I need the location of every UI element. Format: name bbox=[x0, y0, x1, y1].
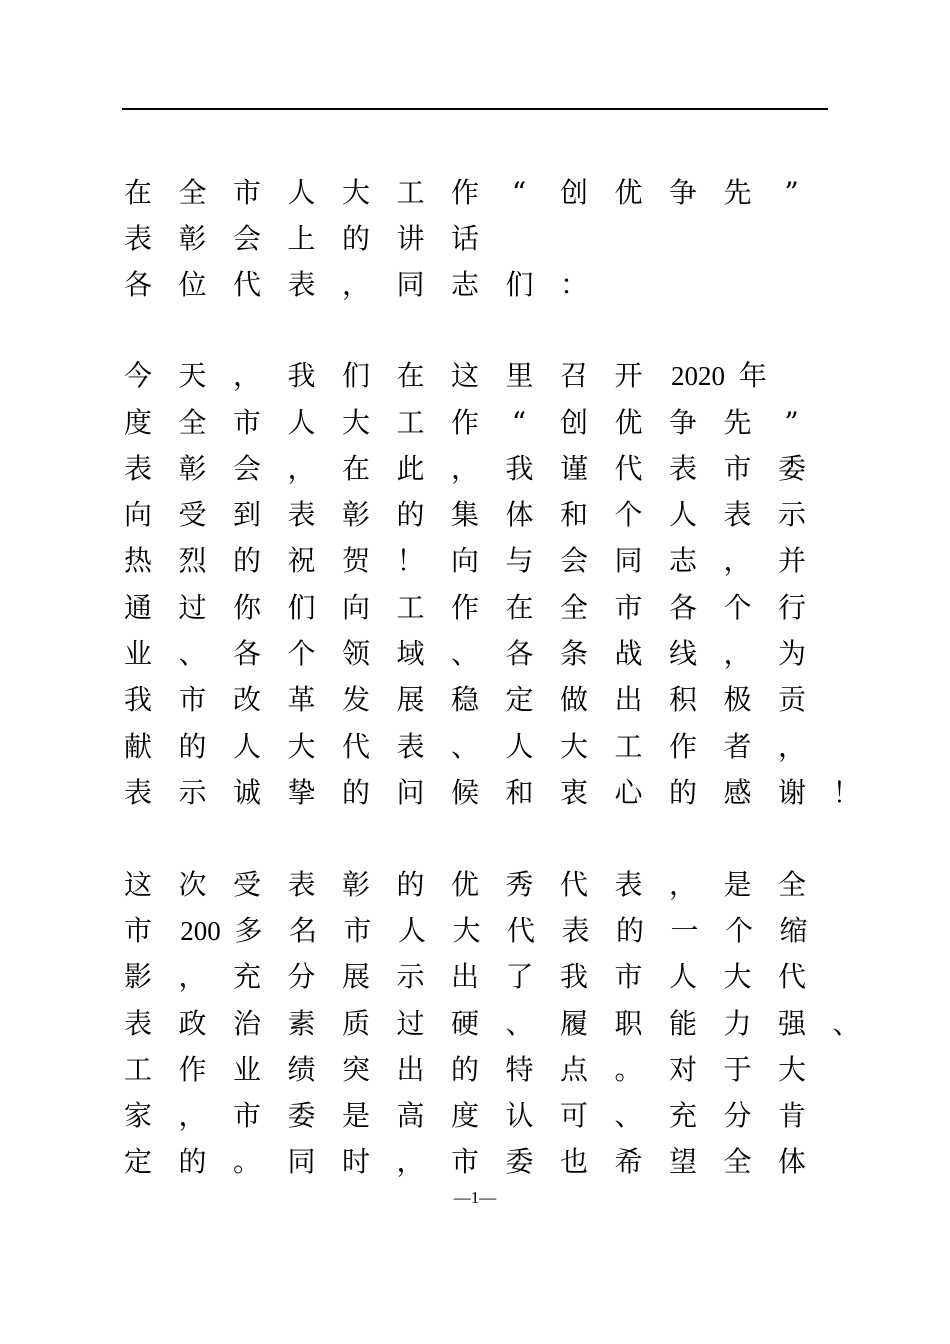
glyph: 各 bbox=[669, 591, 698, 624]
glyph: 作 bbox=[451, 406, 480, 439]
glyph: 可 bbox=[560, 1099, 589, 1132]
glyph: 开 bbox=[614, 359, 643, 392]
glyph: 过 bbox=[396, 1007, 425, 1040]
salutation bbox=[124, 262, 844, 308]
glyph: 各 bbox=[233, 637, 262, 670]
glyph: 200 bbox=[180, 916, 221, 946]
glyph: 肯 bbox=[778, 1099, 807, 1132]
glyph: 市 bbox=[723, 452, 752, 485]
glyph: 。 bbox=[233, 1145, 262, 1178]
glyph: 也 bbox=[560, 1145, 589, 1178]
glyph: 时 bbox=[342, 1145, 371, 1178]
glyph: 委 bbox=[287, 1099, 316, 1132]
glyph: 彰 bbox=[178, 452, 207, 485]
glyph: 是 bbox=[342, 1099, 371, 1132]
glyph: 一 bbox=[670, 914, 699, 947]
glyph: 同 bbox=[287, 1145, 316, 1178]
glyph: 政 bbox=[178, 1007, 207, 1040]
glyph: 发 bbox=[342, 683, 371, 716]
glyph: 工 bbox=[396, 591, 425, 624]
glyph: 稳 bbox=[451, 683, 480, 716]
glyph: 名 bbox=[289, 914, 318, 947]
glyph: 代 bbox=[560, 868, 589, 901]
glyph: 人 bbox=[287, 406, 316, 439]
glyph: 代 bbox=[507, 914, 536, 947]
glyph: 人 bbox=[669, 960, 698, 993]
glyph: 代 bbox=[778, 960, 807, 993]
glyph: 出 bbox=[451, 960, 480, 993]
paragraph-1-line bbox=[124, 446, 844, 492]
paragraph-1-line bbox=[124, 724, 844, 770]
glyph: “ bbox=[511, 406, 527, 439]
glyph: 作 bbox=[451, 591, 480, 624]
glyph: 的 bbox=[233, 544, 262, 577]
glyph: 点 bbox=[560, 1053, 589, 1086]
glyph: 感 bbox=[723, 776, 752, 809]
glyph: 我 bbox=[124, 683, 153, 716]
glyph: 业 bbox=[233, 1053, 262, 1086]
glyph: 治 bbox=[233, 1007, 262, 1040]
glyph: 在 bbox=[396, 359, 425, 392]
title-line-1 bbox=[124, 170, 844, 216]
glyph: 市 bbox=[178, 683, 207, 716]
glyph: 素 bbox=[287, 1007, 316, 1040]
glyph: 候 bbox=[451, 776, 480, 809]
glyph: 的 bbox=[451, 1053, 480, 1086]
glyph: 域 bbox=[396, 637, 425, 670]
glyph: 市 bbox=[124, 914, 153, 947]
glyph: 突 bbox=[342, 1053, 371, 1086]
glyph: 委 bbox=[505, 1145, 534, 1178]
glyph: 出 bbox=[614, 683, 643, 716]
glyph: 表 bbox=[124, 776, 153, 809]
paragraph-1-line bbox=[124, 677, 844, 723]
glyph: 在 bbox=[124, 176, 153, 209]
glyph: 表 bbox=[287, 268, 316, 301]
glyph: 。 bbox=[614, 1053, 643, 1086]
glyph: 问 bbox=[396, 776, 425, 809]
glyph: 志 bbox=[669, 544, 698, 577]
glyph: 在 bbox=[342, 452, 371, 485]
glyph: 代 bbox=[233, 268, 262, 301]
glyph: 会 bbox=[560, 544, 589, 577]
glyph: 并 bbox=[778, 544, 807, 577]
glyph: 秀 bbox=[505, 868, 534, 901]
glyph: 和 bbox=[560, 498, 589, 531]
glyph: 了 bbox=[505, 960, 534, 993]
glyph: 定 bbox=[505, 683, 534, 716]
glyph: 度 bbox=[451, 1099, 480, 1132]
glyph: 对 bbox=[669, 1053, 698, 1086]
glyph: 人 bbox=[398, 914, 427, 947]
glyph: 认 bbox=[505, 1099, 534, 1132]
glyph: 革 bbox=[287, 683, 316, 716]
glyph: 此 bbox=[396, 452, 425, 485]
glyph: 示 bbox=[778, 498, 807, 531]
glyph: 贡 bbox=[778, 683, 807, 716]
glyph: ， bbox=[178, 1099, 207, 1132]
glyph: 、 bbox=[178, 637, 207, 670]
glyph: 表 bbox=[287, 868, 316, 901]
glyph: 的 bbox=[178, 1145, 207, 1178]
glyph: 市 bbox=[614, 960, 643, 993]
glyph: ， bbox=[778, 730, 807, 763]
glyph: ” bbox=[784, 176, 799, 209]
glyph: 质 bbox=[342, 1007, 371, 1040]
paragraph-1-line bbox=[124, 585, 844, 631]
glyph: ， bbox=[723, 637, 752, 670]
glyph: 充 bbox=[669, 1099, 698, 1132]
glyph: 工 bbox=[614, 730, 643, 763]
glyph: 受 bbox=[233, 868, 262, 901]
glyph: 彰 bbox=[178, 222, 207, 255]
glyph: 人 bbox=[287, 176, 316, 209]
glyph: 分 bbox=[287, 960, 316, 993]
glyph: 高 bbox=[396, 1099, 425, 1132]
glyph: 召 bbox=[560, 359, 589, 392]
glyph: 献 bbox=[124, 730, 153, 763]
glyph: 表 bbox=[396, 730, 425, 763]
glyph: 优 bbox=[614, 176, 643, 209]
glyph: 过 bbox=[178, 591, 207, 624]
glyph: ， bbox=[342, 268, 371, 301]
glyph: 次 bbox=[178, 868, 207, 901]
glyph: 同 bbox=[396, 268, 425, 301]
paragraph-2-line bbox=[124, 1139, 844, 1185]
glyph: 各 bbox=[124, 268, 153, 301]
glyph: 优 bbox=[451, 868, 480, 901]
paragraph-2-line bbox=[124, 1047, 844, 1093]
glyph: 人 bbox=[233, 730, 262, 763]
glyph: 委 bbox=[778, 452, 807, 485]
glyph: 改 bbox=[233, 683, 262, 716]
glyph: 定 bbox=[124, 1145, 153, 1178]
glyph: 同 bbox=[614, 544, 643, 577]
glyph: 特 bbox=[505, 1053, 534, 1086]
glyph: 分 bbox=[723, 1099, 752, 1132]
glyph: 挚 bbox=[287, 776, 316, 809]
glyph: 和 bbox=[505, 776, 534, 809]
glyph: 示 bbox=[178, 776, 207, 809]
glyph: 诚 bbox=[233, 776, 262, 809]
glyph: ， bbox=[723, 544, 752, 577]
glyph: 是 bbox=[723, 868, 752, 901]
glyph: 的 bbox=[616, 914, 645, 947]
glyph: 领 bbox=[342, 637, 371, 670]
glyph: 们 bbox=[505, 268, 534, 301]
glyph: 业 bbox=[124, 637, 153, 670]
glyph: 市 bbox=[233, 406, 262, 439]
glyph: 的 bbox=[669, 776, 698, 809]
glyph: 大 bbox=[287, 730, 316, 763]
glyph: 创 bbox=[560, 176, 589, 209]
paragraph-2-line bbox=[124, 862, 844, 908]
paragraph-1-line bbox=[124, 400, 844, 446]
glyph: 行 bbox=[778, 591, 807, 624]
glyph: 先 bbox=[723, 406, 752, 439]
glyph: ！ bbox=[396, 544, 425, 577]
glyph: 表 bbox=[124, 222, 153, 255]
glyph: 强 bbox=[778, 1007, 807, 1040]
paragraph-1-line bbox=[124, 770, 861, 816]
glyph: 人 bbox=[505, 730, 534, 763]
glyph: 硬 bbox=[451, 1007, 480, 1040]
glyph: 展 bbox=[396, 683, 425, 716]
glyph: 作 bbox=[451, 176, 480, 209]
glyph: 表 bbox=[287, 498, 316, 531]
glyph: 度 bbox=[124, 406, 153, 439]
glyph: 市 bbox=[233, 176, 262, 209]
glyph: 积 bbox=[669, 683, 698, 716]
glyph: 我 bbox=[287, 359, 316, 392]
glyph: 讲 bbox=[396, 222, 425, 255]
glyph: 履 bbox=[560, 1007, 589, 1040]
glyph: ， bbox=[178, 960, 207, 993]
glyph: 2020 bbox=[671, 361, 725, 391]
glyph: 志 bbox=[451, 268, 480, 301]
glyph: ， bbox=[233, 359, 262, 392]
glyph: 心 bbox=[614, 776, 643, 809]
glyph: 话 bbox=[451, 222, 480, 255]
glyph: 做 bbox=[560, 683, 589, 716]
glyph: 天 bbox=[178, 359, 207, 392]
glyph: 大 bbox=[452, 914, 481, 947]
glyph: 的 bbox=[396, 498, 425, 531]
glyph: 体 bbox=[778, 1145, 807, 1178]
page-number: —1— bbox=[453, 1188, 497, 1207]
glyph: 工 bbox=[396, 406, 425, 439]
glyph: 表 bbox=[723, 498, 752, 531]
glyph: 表 bbox=[561, 914, 590, 947]
glyph: 全 bbox=[778, 868, 807, 901]
glyph: 先 bbox=[723, 176, 752, 209]
glyph: 个 bbox=[723, 591, 752, 624]
glyph: 个 bbox=[287, 637, 316, 670]
paragraph-2-line bbox=[124, 1093, 844, 1139]
glyph: 示 bbox=[396, 960, 425, 993]
paragraph-1-line bbox=[124, 353, 844, 399]
glyph: ， bbox=[669, 868, 698, 901]
glyph: 向 bbox=[124, 498, 153, 531]
glyph: 多 bbox=[234, 914, 263, 947]
glyph: ” bbox=[784, 406, 799, 439]
glyph: 创 bbox=[560, 406, 589, 439]
paragraph-2-line bbox=[124, 954, 844, 1000]
glyph: 的 bbox=[342, 222, 371, 255]
glyph: 大 bbox=[560, 730, 589, 763]
glyph: 的 bbox=[342, 776, 371, 809]
glyph: 全 bbox=[178, 406, 207, 439]
glyph: 望 bbox=[669, 1145, 698, 1178]
glyph: 、 bbox=[832, 1007, 861, 1040]
paragraph-1-line bbox=[124, 631, 844, 677]
glyph: 今 bbox=[124, 359, 153, 392]
glyph: 职 bbox=[614, 1007, 643, 1040]
glyph: 通 bbox=[124, 591, 153, 624]
glyph: 出 bbox=[396, 1053, 425, 1086]
glyph: 影 bbox=[124, 960, 153, 993]
glyph: 谨 bbox=[560, 452, 589, 485]
glyph: 代 bbox=[342, 730, 371, 763]
glyph: 个 bbox=[614, 498, 643, 531]
glyph: 到 bbox=[233, 498, 262, 531]
glyph: 大 bbox=[342, 176, 371, 209]
glyph: 集 bbox=[451, 498, 480, 531]
glyph: 市 bbox=[451, 1145, 480, 1178]
glyph: 年 bbox=[739, 359, 768, 392]
glyph: 人 bbox=[669, 498, 698, 531]
glyph: 贺 bbox=[342, 544, 371, 577]
glyph: ， bbox=[287, 452, 316, 485]
glyph: 我 bbox=[560, 960, 589, 993]
glyph: 市 bbox=[233, 1099, 262, 1132]
glyph: 、 bbox=[614, 1099, 643, 1132]
glyph: 全 bbox=[178, 176, 207, 209]
glyph: 这 bbox=[124, 868, 153, 901]
header-rule bbox=[122, 108, 828, 110]
glyph: 个 bbox=[725, 914, 754, 947]
glyph: 力 bbox=[723, 1007, 752, 1040]
glyph: 者 bbox=[723, 730, 752, 763]
glyph: 、 bbox=[451, 637, 480, 670]
glyph: 祝 bbox=[287, 544, 316, 577]
paragraph-2-line bbox=[124, 908, 844, 954]
glyph: 会 bbox=[233, 452, 262, 485]
glyph: 我 bbox=[505, 452, 534, 485]
title-line-2 bbox=[124, 216, 844, 262]
glyph: 为 bbox=[778, 637, 807, 670]
glyph: 缩 bbox=[779, 914, 808, 947]
glyph: 市 bbox=[343, 914, 372, 947]
glyph: 战 bbox=[614, 637, 643, 670]
glyph: 争 bbox=[669, 406, 698, 439]
glyph: 你 bbox=[233, 591, 262, 624]
glyph: 烈 bbox=[178, 544, 207, 577]
glyph: 的 bbox=[396, 868, 425, 901]
glyph: 表 bbox=[669, 452, 698, 485]
glyph: 里 bbox=[505, 359, 534, 392]
glyph: 位 bbox=[178, 268, 207, 301]
glyph: 作 bbox=[669, 730, 698, 763]
glyph: “ bbox=[511, 176, 527, 209]
glyph: 与 bbox=[505, 544, 534, 577]
glyph: 全 bbox=[560, 591, 589, 624]
glyph: 充 bbox=[233, 960, 262, 993]
glyph: 各 bbox=[505, 637, 534, 670]
glyph: 表 bbox=[124, 452, 153, 485]
glyph: 向 bbox=[451, 544, 480, 577]
glyph: 们 bbox=[342, 359, 371, 392]
glyph: 谢 bbox=[778, 776, 807, 809]
glyph: 会 bbox=[233, 222, 262, 255]
paragraph-2-line bbox=[124, 1001, 861, 1047]
glyph: ， bbox=[451, 452, 480, 485]
glyph: 绩 bbox=[287, 1053, 316, 1086]
glyph: 的 bbox=[178, 730, 207, 763]
glyph: 作 bbox=[178, 1053, 207, 1086]
glyph: 希 bbox=[614, 1145, 643, 1178]
glyph: 极 bbox=[723, 683, 752, 716]
paragraph-1-line bbox=[124, 492, 844, 538]
glyph: 线 bbox=[669, 637, 698, 670]
glyph: 、 bbox=[451, 730, 480, 763]
glyph: 、 bbox=[505, 1007, 534, 1040]
glyph: 大 bbox=[723, 960, 752, 993]
glyph: 彰 bbox=[342, 498, 371, 531]
glyph: 于 bbox=[723, 1053, 752, 1086]
paragraph-1-line bbox=[124, 538, 844, 584]
glyph: 们 bbox=[287, 591, 316, 624]
glyph: ， bbox=[396, 1145, 425, 1178]
glyph: 全 bbox=[723, 1145, 752, 1178]
glyph: 条 bbox=[560, 637, 589, 670]
glyph: 衷 bbox=[560, 776, 589, 809]
glyph: ！ bbox=[832, 776, 861, 809]
glyph: 上 bbox=[287, 222, 316, 255]
glyph: 展 bbox=[342, 960, 371, 993]
glyph: 热 bbox=[124, 544, 153, 577]
glyph: 优 bbox=[614, 406, 643, 439]
glyph: 能 bbox=[669, 1007, 698, 1040]
glyph: 彰 bbox=[342, 868, 371, 901]
glyph: 家 bbox=[124, 1099, 153, 1132]
glyph: 在 bbox=[505, 591, 534, 624]
glyph: 这 bbox=[451, 359, 480, 392]
glyph: 工 bbox=[396, 176, 425, 209]
glyph: 大 bbox=[778, 1053, 807, 1086]
glyph: 体 bbox=[505, 498, 534, 531]
glyph: 向 bbox=[342, 591, 371, 624]
glyph: 市 bbox=[614, 591, 643, 624]
glyph: 代 bbox=[614, 452, 643, 485]
glyph: ： bbox=[560, 268, 589, 301]
glyph: 工 bbox=[124, 1053, 153, 1086]
glyph: 表 bbox=[124, 1007, 153, 1040]
glyph: 大 bbox=[342, 406, 371, 439]
glyph: 受 bbox=[178, 498, 207, 531]
glyph: 争 bbox=[669, 176, 698, 209]
glyph: 表 bbox=[614, 868, 643, 901]
